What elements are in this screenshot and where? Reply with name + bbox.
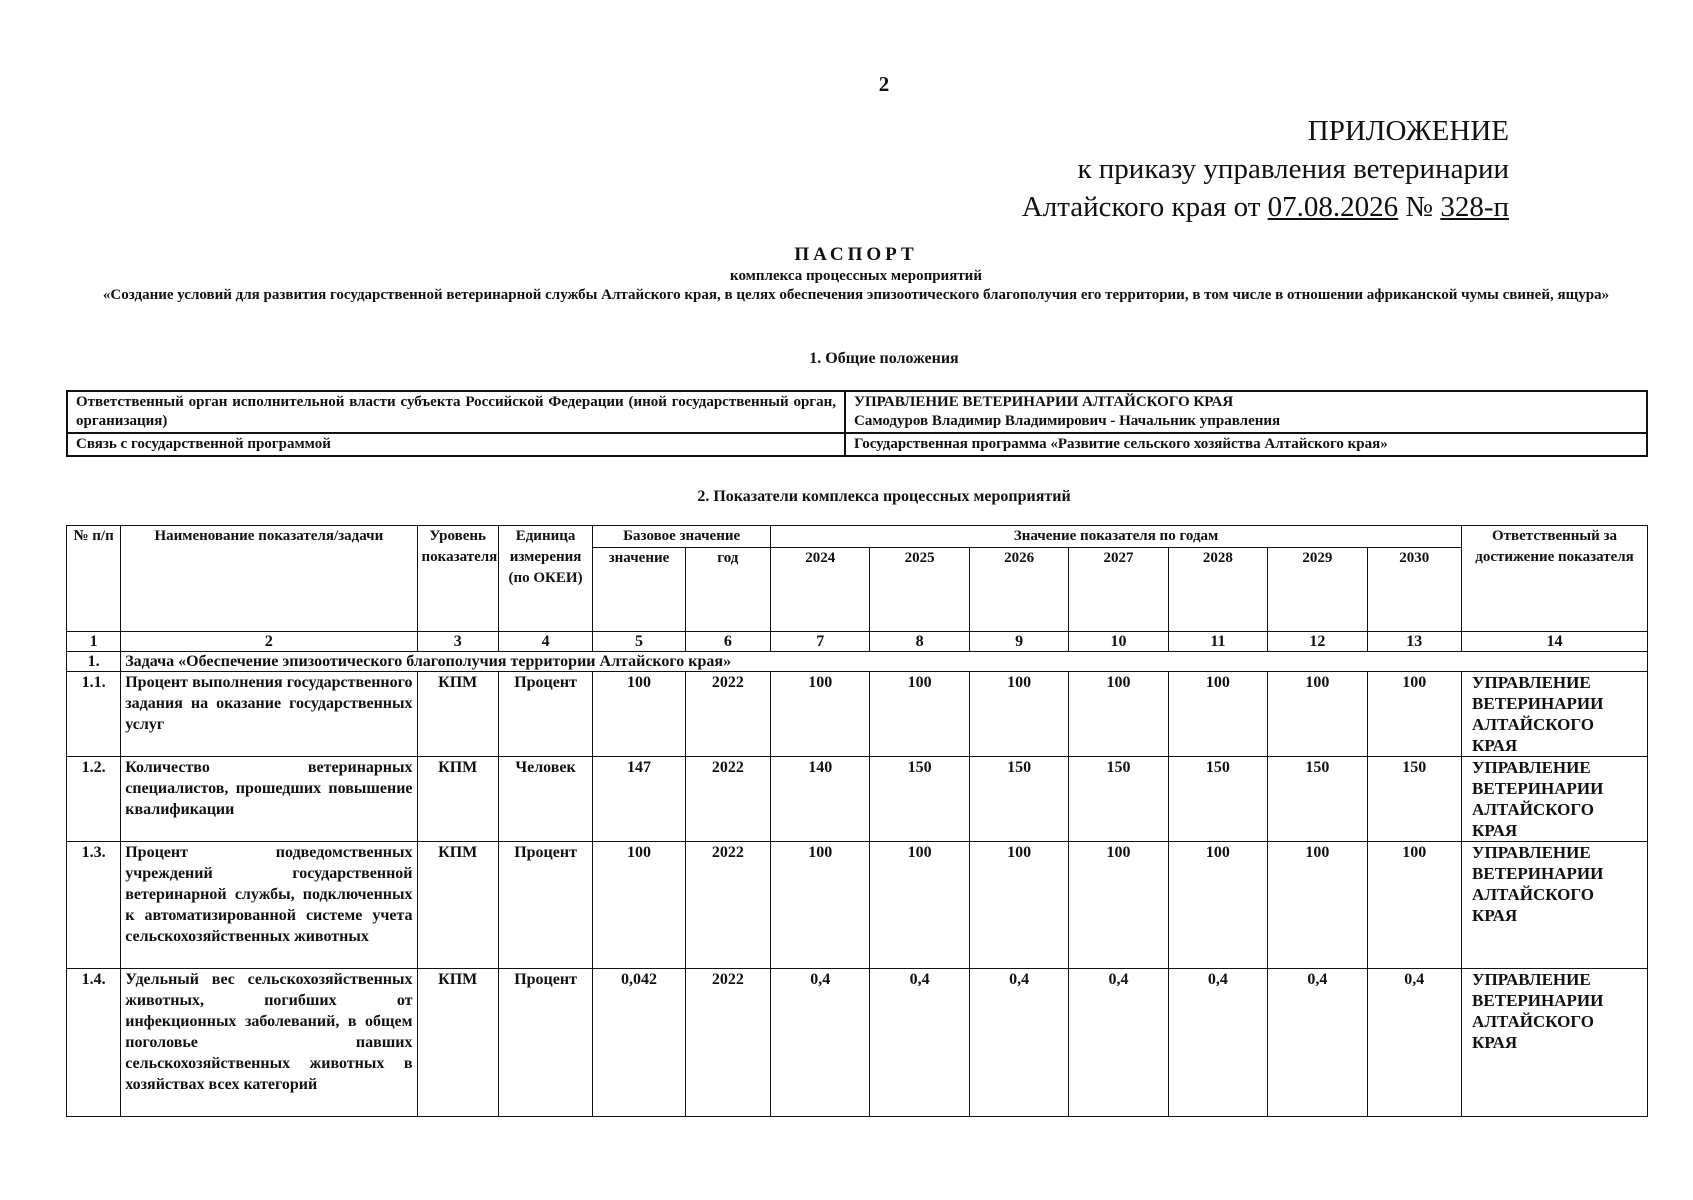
responsible-body: УПРАВЛЕНИЕ ВЕТЕРИНАРИИ АЛТАЙСКОГО КРАЯ <box>1462 969 1648 1117</box>
year-value: 150 <box>969 757 1068 842</box>
indicator-level: КПМ <box>417 757 498 842</box>
header-by-years: Значение показателя по годам <box>771 526 1462 548</box>
base-value: 100 <box>593 672 685 757</box>
column-number: 7 <box>771 632 870 652</box>
row-number: 1.4. <box>67 969 121 1117</box>
passport-title: ПАСПОРТ <box>794 244 918 265</box>
year-value: 0,4 <box>870 969 969 1117</box>
header-base-value: значение <box>593 548 685 632</box>
row-number: 1.1. <box>67 672 121 757</box>
column-number: 2 <box>121 632 417 652</box>
indicator-name: Удельный вес сельскохозяйственных животных, погибших от инфекционных заболеваний, в общем поголовье павших сельскохозяйственных животных в хозяйствах всех категорий <box>121 969 417 1117</box>
year-value: 100 <box>1367 842 1462 969</box>
base-value: 147 <box>593 757 685 842</box>
responsible-body: УПРАВЛЕНИЕ ВЕТЕРИНАРИИ АЛТАЙСКОГО КРАЯ <box>1462 842 1648 969</box>
year-value: 150 <box>1367 757 1462 842</box>
indicator-name: Процент подведомственных учреждений государственной ветеринарной службы, подключенных к автоматизированной системе учета сельскохозяйственных животных <box>121 842 417 969</box>
year-value: 150 <box>1069 757 1168 842</box>
section2-title: 2. Показатели комплекса процессных мероприятий <box>697 488 1071 505</box>
indicators-table <box>66 525 1648 1117</box>
column-number: 13 <box>1367 632 1462 652</box>
page-number: 2 <box>878 72 890 96</box>
year-value: 100 <box>1069 672 1168 757</box>
header-level: Уровень показателя <box>417 526 498 632</box>
section1-title: 1. Общие положения <box>809 350 959 367</box>
header-year: 2029 <box>1268 548 1367 632</box>
column-number: 4 <box>498 632 592 652</box>
table-row <box>67 433 1647 456</box>
table-row <box>67 757 1648 842</box>
column-number: 5 <box>593 632 685 652</box>
passport-heading <box>66 243 1646 305</box>
appendix-header <box>1022 112 1509 226</box>
task-number: 1. <box>67 652 121 672</box>
indicator-name: Процент выполнения государственного задания на оказание государственных услуг <box>121 672 417 757</box>
table-row <box>67 969 1648 1117</box>
column-number: 14 <box>1462 632 1648 652</box>
year-value: 0,4 <box>969 969 1068 1117</box>
indicator-name: Количество ветеринарных специалистов, прошедших повышение квалификации <box>121 757 417 842</box>
year-value: 140 <box>771 757 870 842</box>
indicator-unit: Человек <box>498 757 592 842</box>
program-link-value: Государственная программа «Развитие сельского хозяйства Алтайского края» <box>845 433 1647 456</box>
responsible-body-label: Ответственный орган исполнительной власти субъекта Российской Федерации (иной государственный орган, организация) <box>67 391 845 433</box>
table-row <box>67 391 1647 433</box>
column-number: 9 <box>969 632 1068 652</box>
base-year: 2022 <box>685 969 770 1117</box>
responsible-body-value <box>845 391 1647 433</box>
base-value: 100 <box>593 842 685 969</box>
appendix-line3-prefix: Алтайского края от <box>1021 191 1268 223</box>
column-number: 12 <box>1268 632 1367 652</box>
responsible-body: УПРАВЛЕНИЕ ВЕТЕРИНАРИИ АЛТАЙСКОГО КРАЯ <box>1462 672 1648 757</box>
indicator-level: КПМ <box>417 672 498 757</box>
year-value: 0,4 <box>771 969 870 1117</box>
column-number: 1 <box>67 632 121 652</box>
year-value: 100 <box>1168 672 1267 757</box>
header-year: 2027 <box>1069 548 1168 632</box>
header-year: 2024 <box>771 548 870 632</box>
indicator-level: КПМ <box>417 842 498 969</box>
header-base: Базовое значение <box>593 526 771 548</box>
header-row <box>67 526 1648 548</box>
year-value: 100 <box>969 672 1068 757</box>
indicator-unit: Процент <box>498 969 592 1117</box>
header-base-year: год <box>685 548 770 632</box>
header-year: 2025 <box>870 548 969 632</box>
program-link-label: Связь с государственной программой <box>67 433 845 456</box>
column-number: 10 <box>1069 632 1168 652</box>
header-no: № п/п <box>67 526 121 632</box>
indicator-level: КПМ <box>417 969 498 1117</box>
task-row <box>67 652 1648 672</box>
year-value: 100 <box>1268 842 1367 969</box>
year-value: 100 <box>1069 842 1168 969</box>
year-value: 150 <box>870 757 969 842</box>
row-number: 1.3. <box>67 842 121 969</box>
appendix-title: ПРИЛОЖЕНИЕ <box>1307 115 1509 147</box>
base-year: 2022 <box>685 672 770 757</box>
year-value: 100 <box>771 672 870 757</box>
column-number: 3 <box>417 632 498 652</box>
year-value: 0,4 <box>1367 969 1462 1117</box>
year-value: 0,4 <box>1069 969 1168 1117</box>
number-sign: № <box>1398 191 1441 223</box>
year-value: 100 <box>1268 672 1367 757</box>
year-value: 100 <box>1367 672 1462 757</box>
header-name: Наименование показателя/задачи <box>121 526 417 632</box>
row-number: 1.2. <box>67 757 121 842</box>
header-year: 2026 <box>969 548 1068 632</box>
passport-subtitle: комплекса процессных мероприятий <box>730 268 982 284</box>
responsible-head: Самодуров Владимир Владимирович - Начальник управления <box>854 413 1281 429</box>
table-row <box>67 842 1648 969</box>
year-value: 100 <box>1168 842 1267 969</box>
appendix-line3 <box>1022 188 1509 226</box>
column-number: 6 <box>685 632 770 652</box>
appendix-line2: к приказу управления ветеринарии <box>1077 153 1509 185</box>
column-number: 11 <box>1168 632 1267 652</box>
responsible-body-name: УПРАВЛЕНИЕ ВЕТЕРИНАРИИ АЛТАЙСКОГО КРАЯ <box>854 394 1234 410</box>
header-unit: Единица измерения (по ОКЕИ) <box>498 526 592 632</box>
year-value: 150 <box>1268 757 1367 842</box>
indicator-unit: Процент <box>498 672 592 757</box>
task-name: Задача «Обеспечение эпизоотического благополучия территории Алтайского края» <box>121 652 1648 672</box>
column-number: 8 <box>870 632 969 652</box>
order-date: 07.08.2026 <box>1267 191 1399 223</box>
header-year: 2028 <box>1168 548 1267 632</box>
header-year: 2030 <box>1367 548 1462 632</box>
year-value: 100 <box>870 672 969 757</box>
order-number: 328-п <box>1440 191 1509 223</box>
table-row <box>67 672 1648 757</box>
year-value: 0,4 <box>1168 969 1267 1117</box>
year-value: 100 <box>870 842 969 969</box>
column-numbers-row <box>67 632 1648 652</box>
year-value: 100 <box>969 842 1068 969</box>
base-value: 0,042 <box>593 969 685 1117</box>
responsible-body: УПРАВЛЕНИЕ ВЕТЕРИНАРИИ АЛТАЙСКОГО КРАЯ <box>1462 757 1648 842</box>
general-provisions-table <box>66 390 1648 457</box>
year-value: 100 <box>771 842 870 969</box>
base-year: 2022 <box>685 842 770 969</box>
base-year: 2022 <box>685 757 770 842</box>
passport-name: «Создание условий для развития государственной ветеринарной службы Алтайского края, в целях обеспечения эпизоотического благополучия его территории, в том числе в отношении африканской чумы свиней, ящура» <box>102 287 1610 303</box>
indicator-unit: Процент <box>498 842 592 969</box>
header-responsible: Ответственный за достижение показателя <box>1462 526 1648 632</box>
year-value: 0,4 <box>1268 969 1367 1117</box>
year-value: 150 <box>1168 757 1267 842</box>
